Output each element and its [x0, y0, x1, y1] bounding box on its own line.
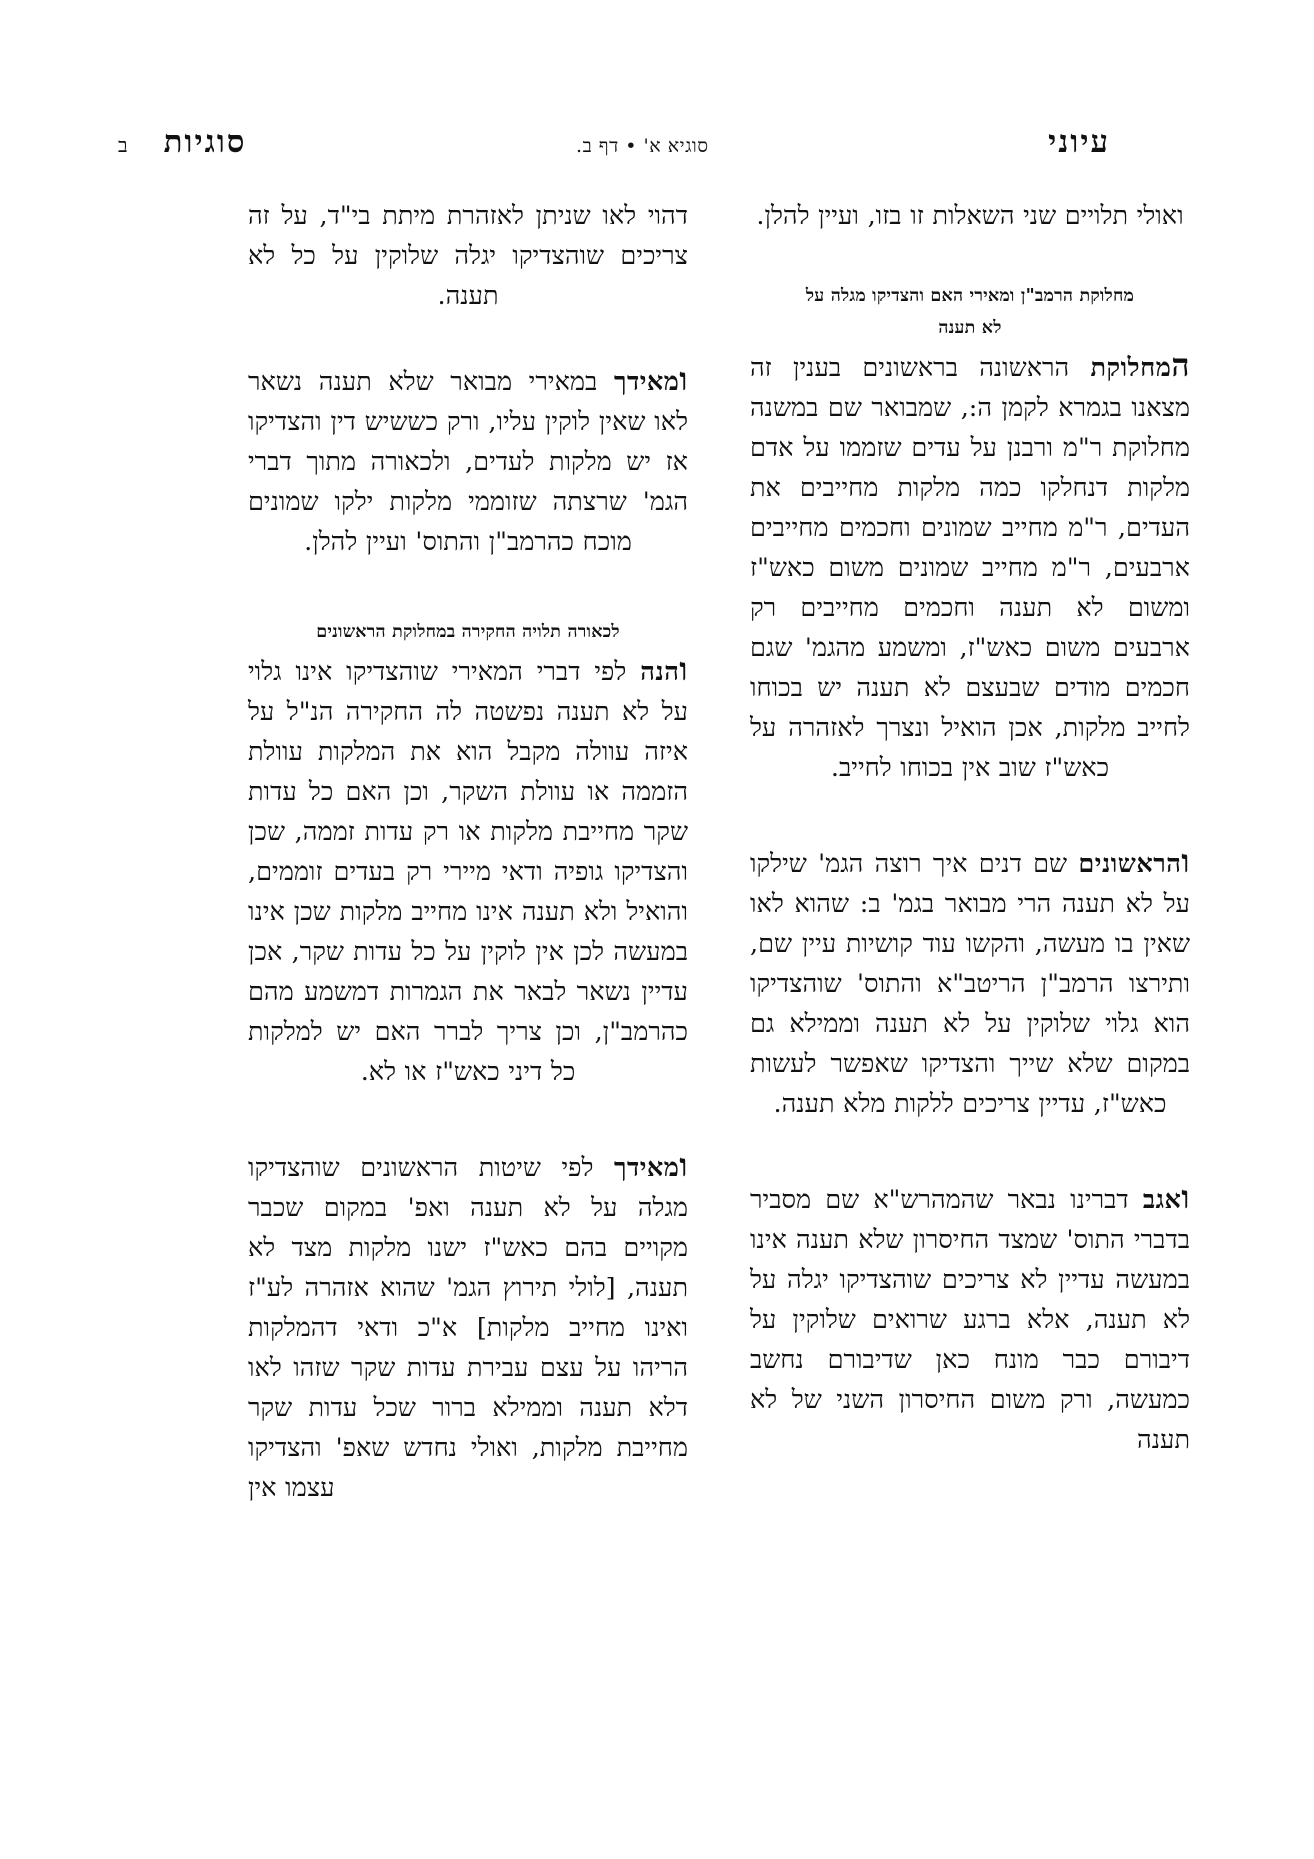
spacer: [248, 588, 688, 618]
lead-rest: מאידך: [613, 367, 680, 397]
lead-word: [640, 651, 688, 688]
section-caption: [750, 282, 1190, 310]
paragraph-text: דברינו נבאר שהמהרש"א שם מסביר בדברי התוס' שמצד החיסרון שלא תענה אינו במעשה עדיין לא צריכים שוהצדיקו יגלה על לא תענה, אלא ברגע שרואים שלוקין על דיבורם כבר מונח כאן שדיבורם נחשב כמעשה, ורק משום החיסרון השני של לא תענה: [750, 1185, 1190, 1455]
column-right: [750, 196, 1190, 1819]
paragraph-text: לפי דברי המאירי שוהצדיקו אינו גלוי על לא תענה נפשטה לה החקירה הנ"ל על איזה עוולה מקבל הוא את המלקות עוולת הזממה או עוולת השקר, וכן האם כל עדות שקר מחייבת מלקות או רק עדות זממה, שכן והצדיקו גופיה ודאי מיירי רק בעדים זוממים, והואיל ולא תענה אינו מחייב מלקות שכן אינו במעשה לכן אין לוקין על כל עדות שקר, אכן עדיין נשאר לבאר את הגמרות דמשמע מהם כהרמב"ן, וכן צריך לברר האם יש למלקות כל דיני כאש"ז או לא.: [248, 657, 688, 1087]
text-columns: [124, 196, 1190, 1819]
paragraph-text: ואולי תלויים שני השאלות זו בזו, ועיין להלן.: [756, 201, 1184, 231]
caption-text: מחלוקת הרמב"ן ומאירי האם והצדיקו מגלה על: [805, 286, 1135, 306]
paragraph: [750, 844, 1190, 1124]
lead-rest: אגב: [1142, 1185, 1182, 1215]
section-caption: [248, 618, 688, 646]
paragraph: [248, 362, 688, 562]
paragraph: [248, 196, 688, 316]
lead-word: [1142, 1179, 1190, 1216]
spacer: [750, 1150, 1190, 1180]
header-left-title: סוגיות: [163, 124, 247, 160]
caption-text: לא תענה: [938, 318, 1002, 338]
spacer: [750, 814, 1190, 844]
paragraph-text: במאירי מבואר שלא תענה נשאר לאו שאין לוקין עליו, ורק כששיש דין והצדיקו אז יש מלקות לעדים, ולכאורה מתוך דברי הגמ' שרצתה שזוממי מלקות ילקו שמונים מוכח כהרמב"ן והתוס' ועיין להלן.: [248, 367, 688, 557]
column-left: [248, 196, 688, 1819]
paragraph-text: שם דנים איך רוצה הגמ' שילקו על לא תענה הרי מבואר בגמ' ב: שהוא לאו שאין בו מעשה, והקשו עוד קושיות עיין שם, ותירצו הרמב"ן הריטב"א והתוס' שוהצדיקו הוא גלוי שלוקין על לא תענה וממילא גם במקום שלא שייך והצדיקו שאפשר לעשות כאש"ז, עדיין צריכים ללקות מלא תענה.: [750, 849, 1190, 1119]
paragraph-text: דהוי לאו שניתן לאזהרת מיתת בי"ד, על זה צריכים שוהצדיקו יגלה שלוקין על כל לא תענה.: [248, 201, 688, 311]
lead-initial: ה: [1171, 347, 1190, 384]
caption-text: לכאורה תלויה החקירה במחלוקת הראשונים: [316, 622, 620, 642]
lead-word: [613, 1147, 688, 1184]
header-right-title: עיוני: [1048, 124, 1110, 160]
paragraph: [750, 1180, 1190, 1460]
lead-word: [613, 361, 688, 398]
lead-word: [1078, 843, 1190, 880]
paragraph-text: לפי שיטות הראשונים שוהצדיקו מגלה על לא תענה ואפ' במקום שכבר מקויים בהם כאש"ז ישנו מלקות מצד לא תענה, [לולי תירוץ הגמ' שהוא אזהרה לע"ז ואינו מחייב מלקות] א"כ ודאי דהמלקות הריהו על עצם עבירת עדות שקר שזהו לאו דלא תענה וממילא ברור שכל עדות שקר מחייבת מלקות, ואולי נחדש שאפ' והצדיקו עצמו אין: [248, 1153, 688, 1503]
lead-word: [1090, 347, 1190, 384]
header-center-reference: סוגיא א' • דף ב.: [576, 135, 709, 157]
lead-rest: הראשונים: [1078, 849, 1182, 879]
paragraph: [248, 652, 688, 1092]
paragraph: [750, 348, 1190, 788]
lead-initial: ו: [1181, 843, 1190, 880]
lead-initial: ו: [679, 361, 688, 398]
spacer: [248, 346, 688, 362]
lead-initial: ו: [679, 651, 688, 688]
paragraph: [248, 1148, 688, 1508]
lead-rest: הנה: [640, 657, 680, 687]
paragraph-text: הראשונה בראשונים בענין זה מצאנו בגמרא לקמן ה:, שמבואר שם במשנה מחלוקת ר"מ ורבנן על עדים שזממו על אדם מלקות דנחלקו כמה מלקות מחייבים את העדים, ר"מ מחייב שמונים וחכמים מחייבים ארבעים, ר"מ מחייב שמונים משום כאש"ז ומשום לא תענה וחכמים מחייבים רק ארבעים משום כאש"ז, ומשמע מהגמ' שגם חכמים מודים שבעצם לא תענה יש בכוחו לחייב מלקות, אכן הואיל ונצרך לאזהרה על כאש"ז שוב אין בכוחו לחייב.: [750, 353, 1190, 783]
paragraph: [750, 196, 1190, 236]
running-header: [118, 124, 1196, 166]
lead-initial: ו: [679, 1147, 688, 1184]
spacer: [248, 1118, 688, 1148]
lead-rest: מאידך: [613, 1153, 680, 1183]
spacer: [750, 266, 1190, 282]
section-caption-continued: [750, 314, 1190, 342]
lead-initial: ו: [1181, 1179, 1190, 1216]
header-folio-number: ב: [118, 133, 128, 157]
lead-rest: מחלוקת: [1090, 353, 1172, 383]
